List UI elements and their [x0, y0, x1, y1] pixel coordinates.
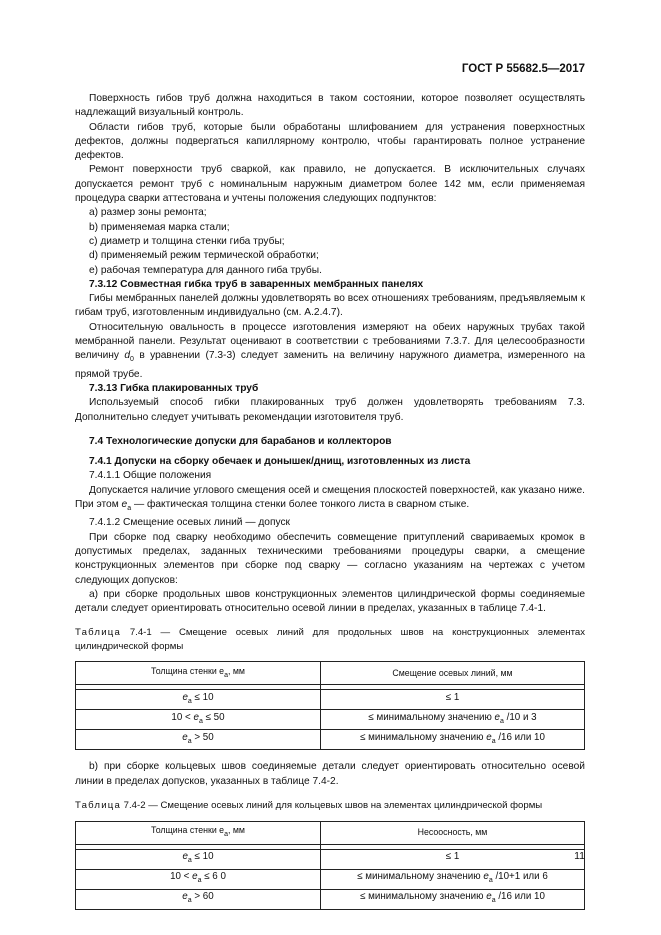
paragraph: Используемый способ гибки плакированных труб должен удовлетворять требованиям 7.3. Дополнительно следует учитывать рекомендации изготовителя труб.	[75, 397, 585, 423]
thickness-cell	[76, 690, 321, 710]
text-run: ≤ 50	[202, 711, 225, 723]
paragraph: Гибы мембранных панелей должны удовлетворять во всех отношениях требованиям, предъявляемым к гибам труб, изготовленным индивидуально (см. А.2.4.7).	[75, 293, 585, 319]
subscript: 0	[130, 356, 134, 364]
symbol: e	[182, 850, 188, 862]
paragraph: а) при сборке продольных швов конструкционных элементов цилиндрической формы соединяемые детали следует ориентировать относительно осевой линии в пределах, указанных в таблице 7.4-1.	[75, 588, 585, 615]
subscript: a	[187, 697, 192, 705]
paragraph: Ремонт поверхности труб сваркой, как правило, не допускается. В исключительных случаях допускается ремонт труб с номинальным наружным диаметром более 142 мм, если применяемая процедура сварки аттестована и учтены положения следующих подпунктов:	[75, 164, 585, 205]
caption-label: Таблица	[75, 800, 122, 812]
subscript: a	[500, 717, 504, 725]
list-item: e) рабочая температура для данного гиба трубы.	[89, 264, 322, 276]
subscript: a	[197, 876, 202, 884]
section-heading: 7.4.1 Допуски на сборку обечаек и донышек/днищ, изготовленных из листа	[89, 456, 471, 468]
text-run: ≤ 1	[445, 691, 460, 703]
text-run: > 60	[191, 890, 214, 902]
text-run: ≤ минимальному значению	[368, 711, 495, 723]
list-item: c) диаметр и толщина стенки гиба трубы;	[89, 235, 285, 247]
subscript: a	[127, 505, 132, 513]
paragraph: b) при сборке кольцевых швов соединяемые детали следует ориентировать относительно осевой линии в пределах допусков, указанных в таблице 7.4-2.	[75, 761, 585, 787]
header-text: Толщина стенки e	[151, 665, 225, 676]
subscript: a	[187, 896, 192, 904]
subscript: a	[187, 737, 192, 745]
paragraph: Области гибов труб, которые были обработаны шлифованием для устранения поверхностных дефектов, должны подвергаться капиллярному контролю, чтобы гарантировать полное устранение дефектов.	[75, 121, 585, 162]
table-caption	[75, 799, 585, 813]
text-run: ≤ 1	[445, 850, 460, 862]
subsection-heading: 7.4.1.1 Общие положения	[89, 470, 212, 482]
text-run: > 50	[191, 731, 214, 743]
paragraph	[75, 484, 585, 517]
table-row	[76, 730, 585, 750]
symbol: e	[483, 870, 489, 882]
caption-text: 7.4-2 — Смещение осевых линий для кольцевых швов на элементах цилиндрической формы	[121, 800, 543, 812]
thickness-cell	[76, 849, 321, 869]
table-row	[76, 710, 585, 730]
list-item: b) применяемая марка стали;	[89, 221, 230, 233]
page-number: 11	[574, 850, 585, 862]
text-run: /16 или 10	[495, 731, 545, 743]
table-row	[76, 889, 585, 909]
subscript: a	[491, 896, 496, 904]
text-run: ≤ 10	[191, 691, 214, 703]
table-body	[76, 849, 585, 909]
symbol: e	[182, 691, 188, 703]
list-item: d) применяемый режим термической обработки;	[89, 250, 319, 262]
value-cell	[321, 849, 585, 869]
paragraph	[75, 321, 585, 382]
text-run: ≤ минимальному значению	[360, 731, 487, 743]
standard-header: ГОСТ Р 55682.5—2017	[461, 63, 585, 75]
symbol: e	[121, 499, 128, 511]
table-row	[76, 849, 585, 869]
section-heading: 7.4 Технологические допуски для барабанов и коллекторов	[89, 435, 392, 447]
value-cell	[321, 730, 585, 750]
text-run: 10 <	[171, 711, 194, 723]
table-7-4-1	[75, 661, 585, 750]
text-run: ≤ минимальному значению	[357, 870, 484, 882]
thickness-cell	[76, 869, 321, 889]
table-body	[76, 690, 585, 750]
thickness-cell	[76, 730, 321, 750]
subscript: a	[198, 717, 203, 725]
paragraph: Поверхность гибов труб должна находиться в таком состоянии, которое позволяет осуществлять надлежащий визуальный контроль.	[75, 93, 585, 119]
text-run: Относительную овальность в процессе изготовления измеряют на обеих наружных трубах такой мембранной панели. Результат оценивают в соответствии с требованиями 7.3.7. Для целесообразности величину	[75, 321, 585, 362]
text-run: /10 и 3	[503, 711, 537, 723]
table-header-cell: Смещение осевых линий, мм	[321, 662, 585, 685]
text-run: в уравнении (7.3-3) следует заменить на величину наружного диаметра, измеренного на прямой трубе.	[75, 350, 585, 380]
symbol: e	[486, 890, 492, 902]
symbol: e	[193, 711, 199, 723]
table-row	[76, 869, 585, 889]
table-7-4-2	[75, 821, 585, 910]
symbol: e	[182, 731, 188, 743]
text-run: Допускается наличие углового смещения осей и смещения плоскостей поверхностей, как указано ниже. При этом	[75, 484, 585, 511]
subscript: a	[187, 856, 192, 864]
subscript: a	[224, 671, 228, 679]
header-unit: , мм	[227, 825, 245, 836]
symbol: e	[192, 870, 198, 882]
symbol: d	[124, 350, 131, 362]
caption-text: 7.4-1 — Смещение осевых линий для продольных швов на конструкционных элементах цилиндрической формы	[75, 627, 585, 652]
caption-label: Таблица	[75, 627, 122, 639]
table-row	[76, 690, 585, 710]
value-cell	[321, 889, 585, 909]
text-run: /16 или 10	[495, 890, 545, 902]
table-caption	[75, 626, 585, 653]
paragraph: При сборке под сварку необходимо обеспечить совмещение притуплений свариваемых кромок в допустимых пределах, заданных техническими требованиями процедуры сварки, а смещение конструкционных элементов при сборке под сварку — согласно указаниям на чертежах с учетом следующих допусков:	[75, 531, 585, 586]
section-heading: 7.3.13 Гибка плакированных труб	[89, 382, 259, 394]
value-cell	[321, 869, 585, 889]
value-cell	[321, 710, 585, 730]
text-run: 10 <	[170, 870, 193, 882]
document-body	[75, 92, 585, 910]
subsection-heading: 7.4.1.2 Смещение осевых линий — допуск	[89, 517, 290, 529]
text-run: ≤ 10	[191, 850, 214, 862]
table-header-cell: Несоосность, мм	[321, 821, 585, 844]
header-unit: , мм	[227, 665, 245, 676]
list-item: a) размер зоны ремонта;	[89, 207, 207, 219]
subscript: a	[491, 737, 496, 745]
text-run: /10+1 или 6	[492, 870, 548, 882]
text-run: ≤ минимальному значению	[360, 890, 487, 902]
table-header-cell	[76, 821, 321, 844]
table-header-cell	[76, 662, 321, 685]
symbol: e	[494, 711, 500, 723]
value-cell	[321, 690, 585, 710]
section-heading: 7.3.12 Совместная гибка труб в заваренных мембранных панелях	[89, 278, 424, 290]
header-text: Толщина стенки e	[151, 825, 225, 836]
text-run: ≤ 6 0	[201, 870, 226, 882]
symbol: e	[182, 890, 188, 902]
text-run: — фактическая толщина стенки более тонкого листа в сварном стыке.	[131, 499, 470, 511]
subscript: a	[488, 876, 493, 884]
thickness-cell	[76, 710, 321, 730]
subscript: a	[224, 830, 228, 838]
thickness-cell	[76, 889, 321, 909]
symbol: e	[486, 731, 492, 743]
